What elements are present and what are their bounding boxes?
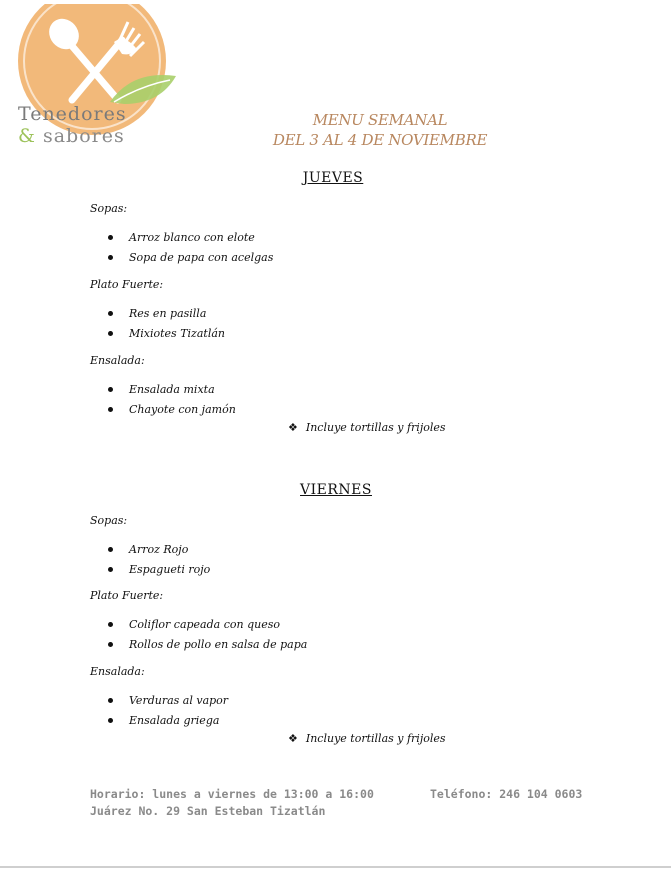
bullet-icon xyxy=(108,642,113,647)
list-item xyxy=(108,231,255,244)
list-item xyxy=(108,307,206,320)
list-item-text: Ensalada griega xyxy=(129,714,220,727)
list-item xyxy=(108,714,219,727)
section-label: Plato Fuerte: xyxy=(90,278,164,291)
title-line1: MENU SEMANAL xyxy=(312,111,448,129)
footer-address: Juárez No. 29 San Esteban Tizatlán xyxy=(90,804,326,818)
section-label: Plato Fuerte: xyxy=(90,589,164,602)
bullet-icon xyxy=(108,698,113,703)
bullet-icon xyxy=(108,387,113,392)
list-item-text: Res en pasilla xyxy=(129,307,207,320)
bullet-icon xyxy=(108,567,113,572)
bullet-icon xyxy=(108,311,113,316)
section-label: Sopas: xyxy=(90,514,128,527)
list-item-text: Arroz Rojo xyxy=(129,543,189,556)
logo-line2 xyxy=(18,125,127,147)
list-item xyxy=(108,563,210,576)
list-item-text: Espagueti rojo xyxy=(129,563,211,576)
title-line2: DEL 3 AL 4 DE NOVIEMBRE xyxy=(272,131,488,149)
list-item xyxy=(108,327,225,340)
section-label: Ensalada: xyxy=(90,354,145,367)
section-label: Sopas: xyxy=(90,202,128,215)
list-item-text: Mixiotes Tizatlán xyxy=(129,327,225,340)
logo-line2-rest: sabores xyxy=(35,125,125,147)
bullet-icon xyxy=(108,718,113,723)
list-item-text: Sopa de papa con acelgas xyxy=(129,251,274,264)
note-text: Incluye tortillas y frijoles xyxy=(305,421,446,434)
note xyxy=(288,732,446,745)
list-item-text: Verduras al vapor xyxy=(129,694,229,707)
page-bottom-divider xyxy=(0,866,671,868)
diamond-bullet-icon: ❖ xyxy=(288,732,298,745)
list-item-text: Rollos de pollo en salsa de papa xyxy=(129,638,308,651)
list-item-text: Ensalada mixta xyxy=(129,383,215,396)
list-item xyxy=(108,383,215,396)
logo-line1: Tenedores xyxy=(18,103,127,125)
list-item xyxy=(108,403,236,416)
bullet-icon xyxy=(108,622,113,627)
list-item-text: Arroz blanco con elote xyxy=(129,231,255,244)
day-heading-viernes: VIERNES xyxy=(300,482,372,498)
list-item xyxy=(108,543,188,556)
day-heading-jueves: JUEVES xyxy=(302,170,364,186)
section-label: Ensalada: xyxy=(90,665,145,678)
bullet-icon xyxy=(108,255,113,260)
bullet-icon xyxy=(108,331,113,336)
logo-amp: & xyxy=(18,125,36,147)
bullet-icon xyxy=(108,547,113,552)
footer-phone: Teléfono: 246 104 0603 xyxy=(430,787,583,801)
list-item-text: Coliflor capeada con queso xyxy=(129,618,280,631)
bullet-icon xyxy=(108,407,113,412)
logo-wordmark xyxy=(18,103,127,147)
page-title xyxy=(240,110,520,150)
list-item xyxy=(108,694,228,707)
list-item xyxy=(108,618,280,631)
list-item xyxy=(108,251,273,264)
footer-hours: Horario: lunes a viernes de 13:00 a 16:00 xyxy=(90,787,374,801)
diamond-bullet-icon: ❖ xyxy=(288,421,298,434)
note-text: Incluye tortillas y frijoles xyxy=(305,732,446,745)
list-item xyxy=(108,638,307,651)
list-item-text: Chayote con jamón xyxy=(129,403,236,416)
bullet-icon xyxy=(108,235,113,240)
note xyxy=(288,421,446,434)
